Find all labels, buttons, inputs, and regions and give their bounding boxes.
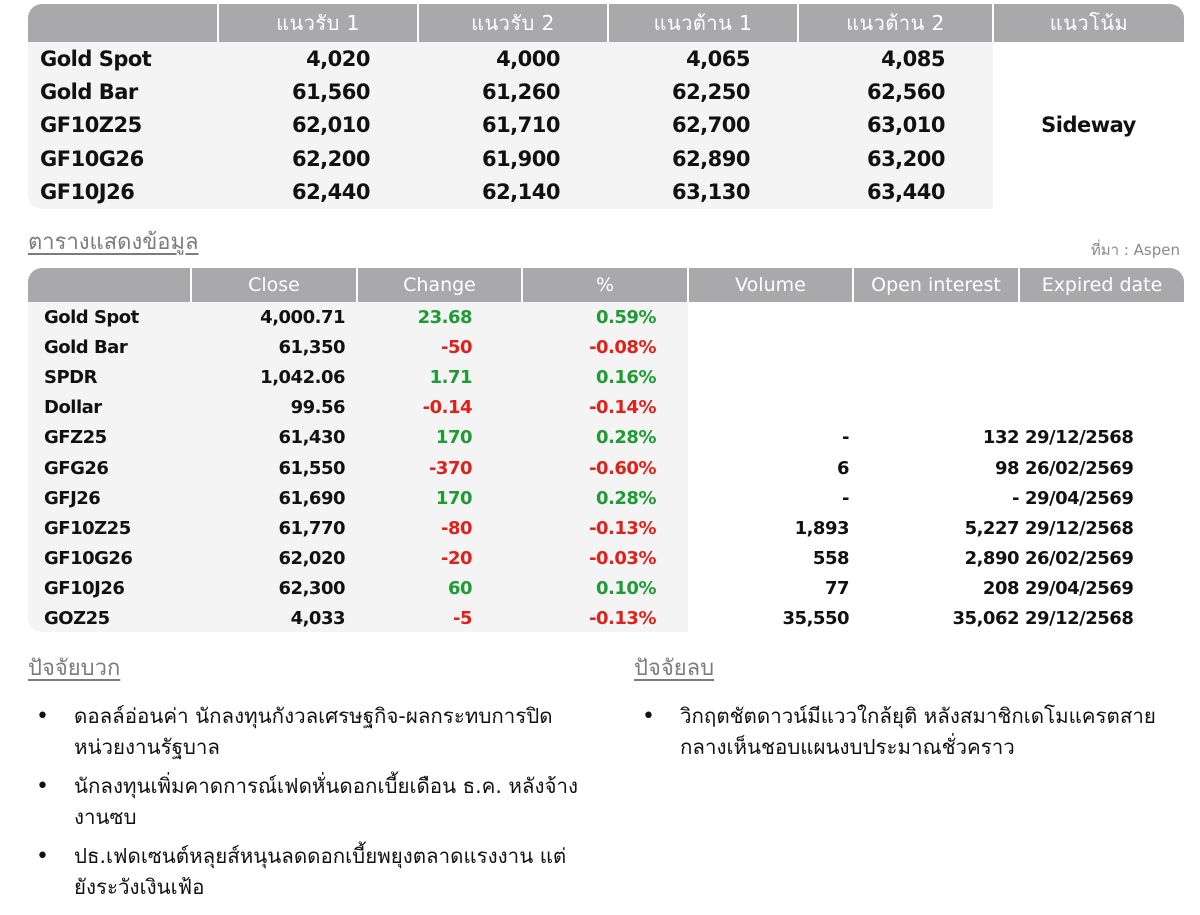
change-value: 1.71 <box>429 366 472 388</box>
sr-instrument: GF10J26 <box>40 180 135 205</box>
sr-support-2: 62,140 <box>481 180 560 205</box>
expired-date-value: 29/04/2569 <box>1019 483 1184 513</box>
header-instrument <box>28 268 191 302</box>
header-close: Close <box>191 268 357 302</box>
sr-resistance-1: 62,700 <box>671 113 750 138</box>
volume-value <box>688 332 853 362</box>
expired-date-value <box>1019 302 1184 332</box>
header-support-1: แนวรับ 1 <box>218 4 418 42</box>
table-row <box>28 483 1184 513</box>
volume-value <box>688 302 853 332</box>
percent-value: 0.28% <box>596 427 656 449</box>
sr-resistance-2: 63,010 <box>866 113 945 138</box>
close-value: 1,042.06 <box>260 366 345 388</box>
expired-date-value: 29/12/2568 <box>1019 423 1184 453</box>
percent-value: -0.60% <box>589 457 656 479</box>
open-interest-value <box>853 362 1019 392</box>
sr-support-2: 61,710 <box>481 113 560 138</box>
change-value: 60 <box>447 578 472 600</box>
instrument-name: GFJ26 <box>44 487 101 509</box>
header-instrument <box>28 4 218 42</box>
list-item: • ปธ.เฟดเซนต์หลุยส์หนุนลดดอกเบี้ยพยุงตลาดแรงงาน แต่ยังระวังเงินเฟ้อ <box>28 841 588 903</box>
change-value: -5 <box>453 608 472 630</box>
expired-date-value: 26/02/2569 <box>1019 544 1184 574</box>
table-row <box>28 332 1184 362</box>
negative-factors-title: ปัจจัยลบ <box>634 656 715 681</box>
positive-factors-list <box>28 701 588 903</box>
sr-support-1: 61,560 <box>291 80 370 105</box>
percent-value: 0.28% <box>596 487 656 509</box>
expired-date-value: 29/04/2569 <box>1019 574 1184 604</box>
table-row <box>28 393 1184 423</box>
change-value: -0.14 <box>422 397 472 419</box>
volume-value: - <box>688 483 853 513</box>
expired-date-value: 26/02/2569 <box>1019 453 1184 483</box>
open-interest-value: 132 <box>853 423 1019 453</box>
sr-instrument: Gold Spot <box>40 46 152 71</box>
header-expired-date: Expired date <box>1019 268 1184 302</box>
close-value: 4,000.71 <box>260 306 345 328</box>
instrument-name: Gold Spot <box>44 306 139 328</box>
expired-date-value: 29/12/2568 <box>1019 513 1184 543</box>
change-value: 23.68 <box>417 306 472 328</box>
header-percent: % <box>522 268 688 302</box>
header-change: Change <box>357 268 522 302</box>
instrument-name: GF10J26 <box>44 578 125 600</box>
change-value: 170 <box>435 427 472 449</box>
data-table-title: ตารางแสดงข้อมูล <box>28 230 199 255</box>
close-value: 4,033 <box>290 608 345 630</box>
support-resistance-header-row <box>28 4 1184 42</box>
negative-factors-list <box>634 701 1174 763</box>
expired-date-value <box>1019 362 1184 392</box>
support-resistance-panel <box>28 4 1184 209</box>
change-value: -80 <box>440 517 472 539</box>
volume-value: 77 <box>688 574 853 604</box>
close-value: 61,430 <box>278 427 345 449</box>
sr-support-1: 62,440 <box>291 180 370 205</box>
instrument-name: SPDR <box>44 366 97 388</box>
market-table-body <box>28 302 1184 632</box>
percent-value: -0.08% <box>589 336 656 358</box>
table-row <box>28 302 1184 332</box>
sr-support-1: 62,010 <box>291 113 370 138</box>
market-data-table <box>28 268 1184 632</box>
list-item: • นักลงทุนเพิ่มคาดการณ์เฟดหั่นดอกเบี้ยเดือน ธ.ค. หลังจ้างงานซบ <box>28 771 588 833</box>
table-row <box>28 574 1184 604</box>
close-value: 62,020 <box>278 548 345 570</box>
open-interest-value <box>853 302 1019 332</box>
change-value: 170 <box>435 487 472 509</box>
sr-resistance-1: 4,065 <box>686 46 750 71</box>
table-row <box>28 453 1184 483</box>
sr-row <box>28 42 1184 75</box>
sr-support-1: 4,020 <box>306 46 370 71</box>
percent-value: -0.03% <box>589 548 656 570</box>
sr-resistance-1: 62,890 <box>671 146 750 171</box>
volume-value: 1,893 <box>688 513 853 543</box>
instrument-name: Gold Bar <box>44 336 128 358</box>
expired-date-value: 29/12/2568 <box>1019 604 1184 632</box>
sr-trend: Sideway <box>993 42 1184 209</box>
header-open-interest: Open interest <box>853 268 1019 302</box>
table-row <box>28 604 1184 632</box>
table-row <box>28 423 1184 453</box>
instrument-name: Dollar <box>44 397 102 419</box>
change-value: -50 <box>440 336 472 358</box>
list-item: • ดอลล์อ่อนค่า นักลงทุนกังวลเศรษฐกิจ-ผลกระทบการปิดหน่วยงานรัฐบาล <box>28 701 588 763</box>
close-value: 62,300 <box>278 578 345 600</box>
close-value: 99.56 <box>290 397 345 419</box>
sr-resistance-2: 4,085 <box>881 46 945 71</box>
open-interest-value <box>853 393 1019 423</box>
change-value: -20 <box>440 548 472 570</box>
close-value: 61,550 <box>278 457 345 479</box>
volume-value <box>688 393 853 423</box>
sr-instrument: GF10Z25 <box>40 113 142 138</box>
support-resistance-table <box>28 4 1184 209</box>
change-value: -370 <box>428 457 472 479</box>
sr-resistance-1: 62,250 <box>671 80 750 105</box>
open-interest-value: 98 <box>853 453 1019 483</box>
positive-factors-title: ปัจจัยบวก <box>28 656 121 681</box>
expired-date-value <box>1019 332 1184 362</box>
table-row <box>28 544 1184 574</box>
sr-instrument: Gold Bar <box>40 80 138 105</box>
market-data-panel <box>28 268 1184 632</box>
sr-resistance-2: 63,440 <box>866 180 945 205</box>
open-interest-value: 208 <box>853 574 1019 604</box>
header-support-2: แนวรับ 2 <box>418 4 608 42</box>
volume-value: - <box>688 423 853 453</box>
source-note: ที่มา : Aspen <box>1090 241 1180 259</box>
table-row <box>28 362 1184 392</box>
close-value: 61,350 <box>278 336 345 358</box>
open-interest-value: - <box>853 483 1019 513</box>
open-interest-value <box>853 332 1019 362</box>
open-interest-value: 35,062 <box>853 604 1019 632</box>
volume-value: 6 <box>688 453 853 483</box>
volume-value: 35,550 <box>688 604 853 632</box>
instrument-name: GF10Z25 <box>44 517 131 539</box>
sr-support-2: 61,260 <box>481 80 560 105</box>
sr-resistance-2: 62,560 <box>866 80 945 105</box>
sr-support-1: 62,200 <box>291 146 370 171</box>
negative-factors-section <box>634 650 1174 771</box>
open-interest-value: 5,227 <box>853 513 1019 543</box>
header-resistance-1: แนวต้าน 1 <box>608 4 798 42</box>
list-item: • วิกฤตชัตดาวน์มีแววใกล้ยุติ หลังสมาชิกเดโมแครตสายกลางเห็นชอบแผนงบประมาณชั่วคราว <box>634 701 1174 763</box>
volume-value <box>688 362 853 392</box>
sr-support-2: 61,900 <box>481 146 560 171</box>
sr-resistance-2: 63,200 <box>866 146 945 171</box>
sr-support-2: 4,000 <box>496 46 560 71</box>
close-value: 61,770 <box>278 517 345 539</box>
percent-value: 0.16% <box>596 366 656 388</box>
sr-resistance-1: 63,130 <box>671 180 750 205</box>
instrument-name: GFZ25 <box>44 427 107 449</box>
volume-value: 558 <box>688 544 853 574</box>
instrument-name: GF10G26 <box>44 548 133 570</box>
header-resistance-2: แนวต้าน 2 <box>798 4 993 42</box>
open-interest-value: 2,890 <box>853 544 1019 574</box>
header-trend: แนวโน้ม <box>993 4 1184 42</box>
percent-value: -0.13% <box>589 608 656 630</box>
percent-value: 0.59% <box>596 306 656 328</box>
expired-date-value <box>1019 393 1184 423</box>
percent-value: -0.14% <box>589 397 656 419</box>
sr-instrument: GF10G26 <box>40 146 144 171</box>
instrument-name: GFG26 <box>44 457 109 479</box>
instrument-name: GOZ25 <box>44 608 110 630</box>
percent-value: 0.10% <box>596 578 656 600</box>
market-header-row <box>28 268 1184 302</box>
positive-factors-section <box>28 650 588 911</box>
percent-value: -0.13% <box>589 517 656 539</box>
close-value: 61,690 <box>278 487 345 509</box>
table-row <box>28 513 1184 543</box>
header-volume: Volume <box>688 268 853 302</box>
